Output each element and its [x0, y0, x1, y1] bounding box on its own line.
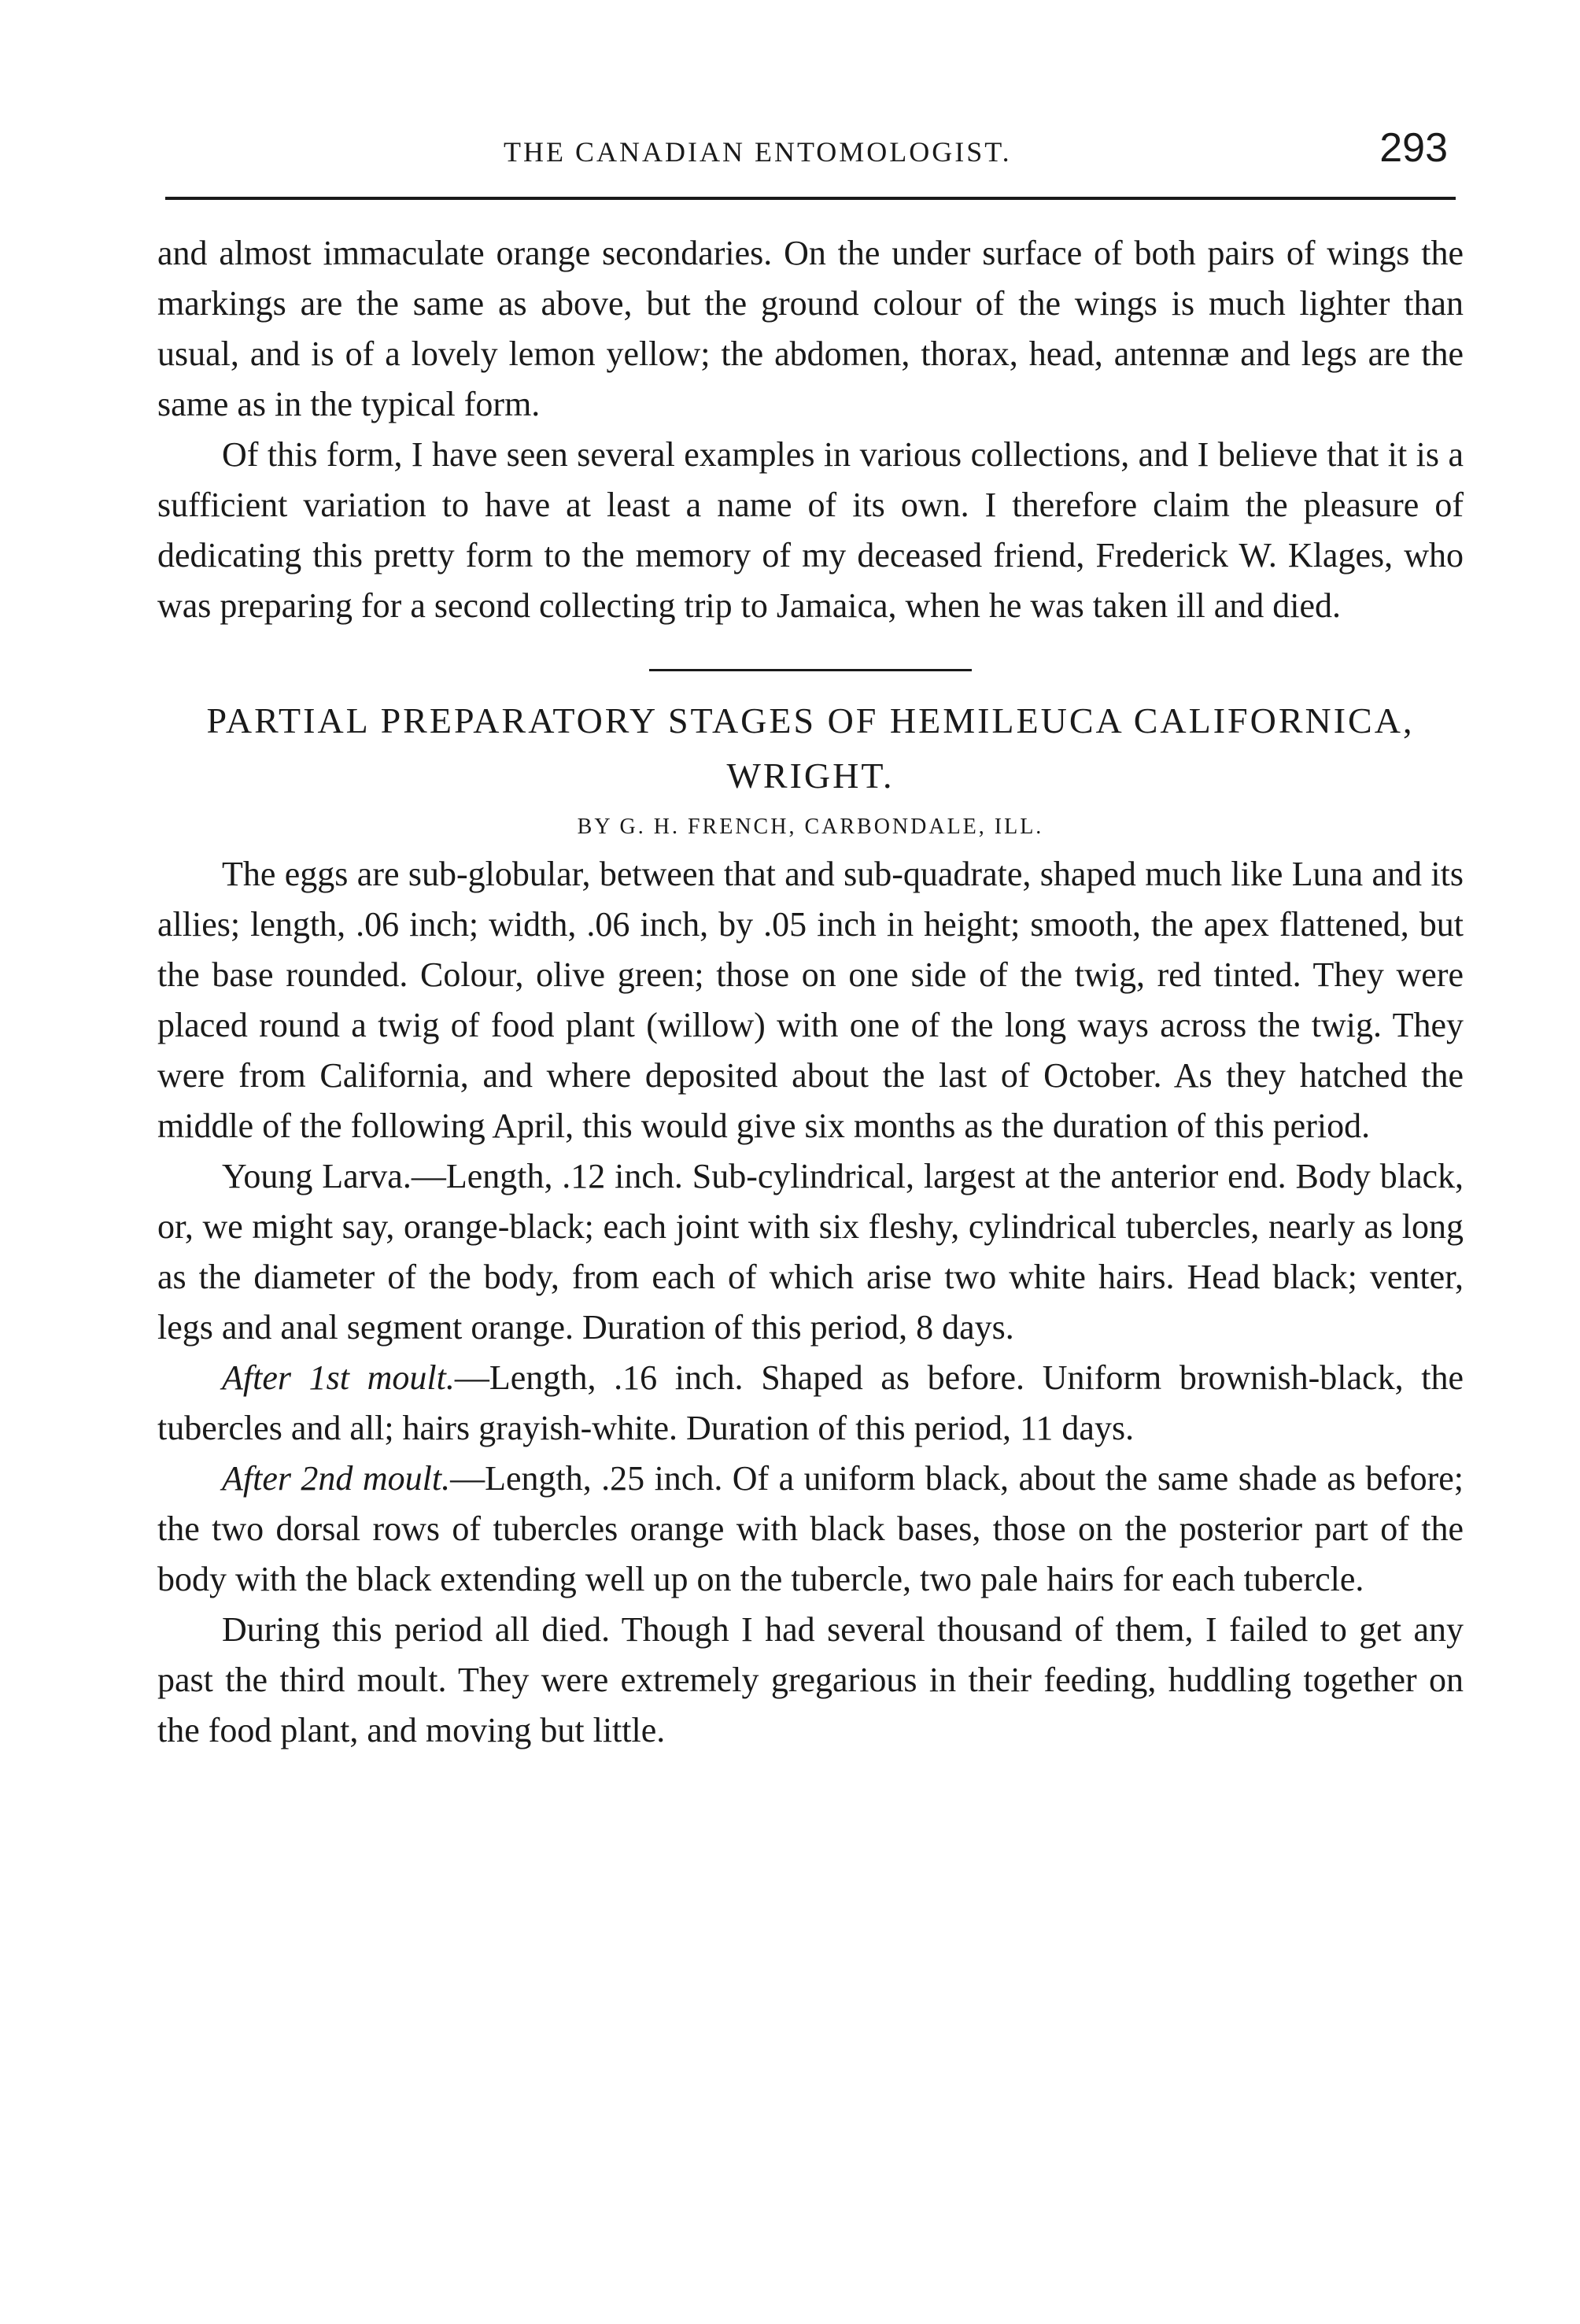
second-moult-text: —Length, .25 inch. Of a uniform black, about the same shade as before; the two dorsal rows of tubercles orange with black bases, those on the posterior part of the body with the black extending well up on the tubercle, two pale hairs for each tubercle.: [157, 1459, 1464, 1598]
eggs-paragraph: The eggs are sub-globular, between that and sub-quadrate, shaped much like Luna and its allies; length, .06 inch; width, .06 inch, by .05 inch in height; smooth, the apex flattened, but the base rounded. Colour, olive green; those on one side of the twig, red tinted. They were placed round a twig of food plant (willow) with one of the long ways across the twig. They were from California, and where deposited about the last of October. As they hatched the middle of the following April, this would give six months as the duration of this period.: [157, 855, 1464, 1145]
article-title: PARTIAL PREPARATORY STAGES OF HEMILEUCA CALIFORNICA, WRIGHT.: [206, 700, 1415, 796]
page-header: [157, 124, 1464, 179]
page-body: [157, 228, 1464, 1756]
first-moult-label: After 1st moult.: [222, 1358, 455, 1397]
second-moult-paragraph: [157, 1454, 1464, 1605]
second-moult-label: After 2nd moult.: [222, 1459, 451, 1498]
page-number: 293: [1379, 125, 1448, 171]
closing-paragraph: During this period all died. Though I had several thousand of them, I failed to get any past the third moult. They were extremely gregarious in their feeding, huddling together on the food plant, and moving but little.: [157, 1610, 1464, 1749]
running-head: THE CANADIAN ENTOMOLOGIST.: [504, 136, 1012, 168]
article-byline: BY G. H. FRENCH, CARBONDALE, ILL.: [577, 815, 1044, 839]
section-divider: [649, 669, 972, 671]
young-larva-paragraph: Young Larva.—Length, .12 inch. Sub-cylindrical, largest at the anterior end. Body black, or, we might say, orange-black; each joint with six fleshy, cylindrical tubercles, nearly as long as the diameter of the body, from each of which arise two white hairs. Head black; venter, legs and anal segment orange. Duration of this period, 8 days.: [157, 1157, 1464, 1347]
header-rule: [165, 197, 1456, 200]
continued-paragraph: and almost immaculate orange secondaries. On the under surface of both pairs of wings the markings are the same as above, but the ground colour of the wings is much lighter than usual, and is of a lovely lemon yellow; the abdomen, thorax, head, antennæ and legs are the same as in the typical form.: [157, 234, 1464, 423]
first-moult-paragraph: [157, 1353, 1464, 1454]
first-moult-text: —Length, .16 inch. Shaped as before. Uniform brownish-black, the tubercles and all; hairs grayish-white. Duration of this period, 11 days.: [157, 1358, 1464, 1447]
dedication-paragraph: Of this form, I have seen several examples in various collections, and I believe that it is a sufficient variation to have at least a name of its own. I therefore claim the pleasure of dedicating this pretty form to the memory of my deceased friend, Frederick W. Klages, who was preparing for a second collecting trip to Jamaica, when he was taken ill and died.: [157, 435, 1464, 625]
